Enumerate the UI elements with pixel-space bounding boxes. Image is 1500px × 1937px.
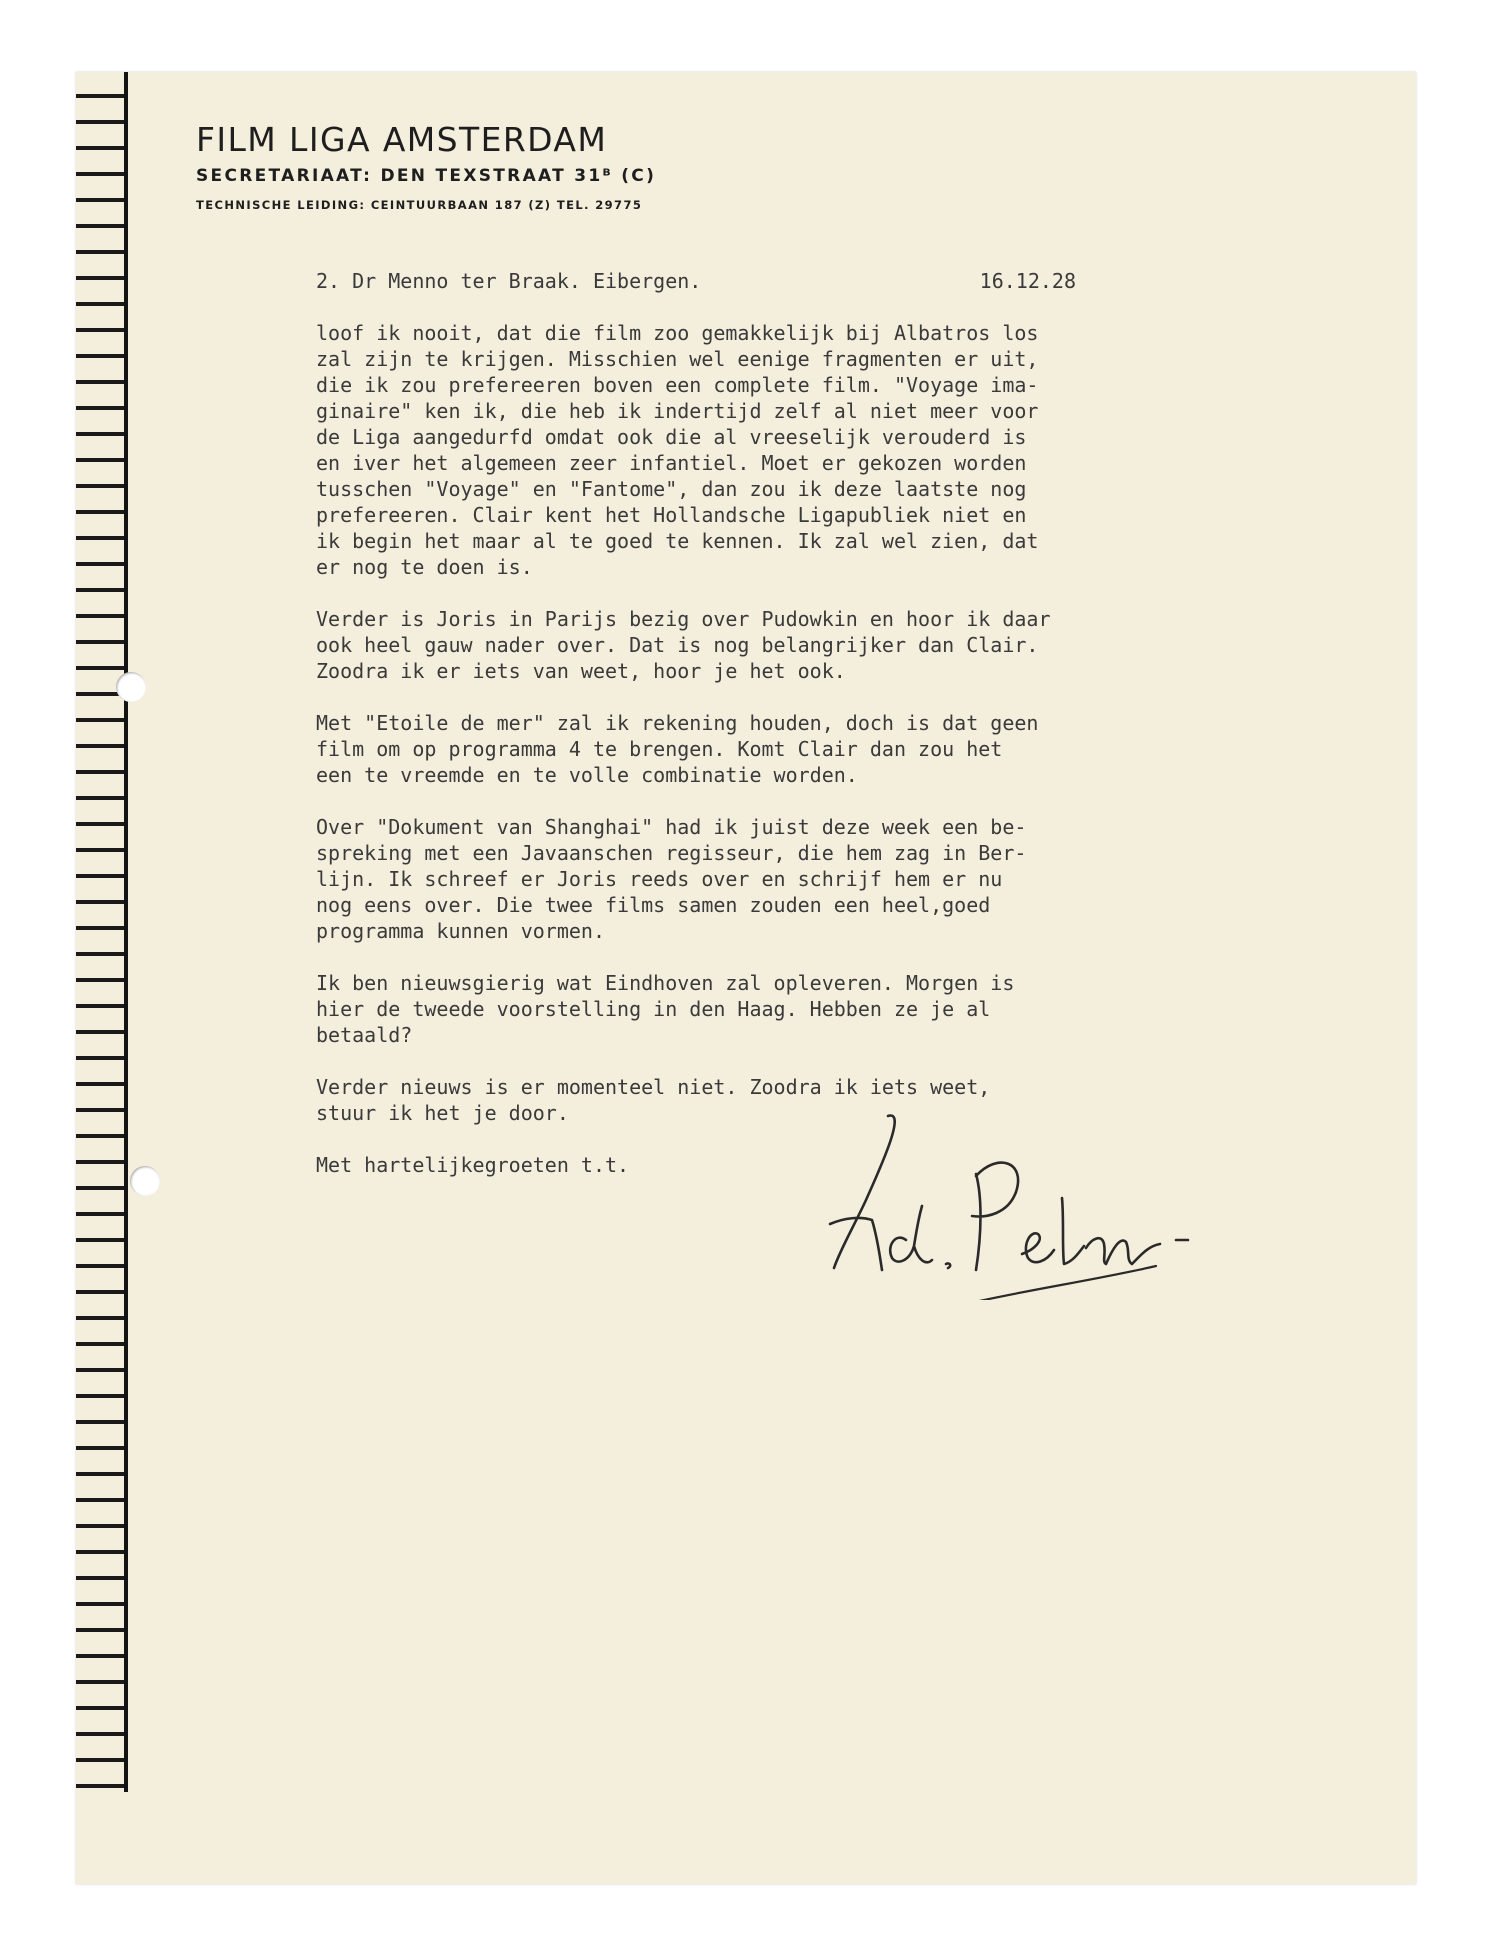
letter-line: die ik zou prefereeren boven een complete film. "Voyage ima- (316, 373, 1039, 397)
secretariat-address: SECRETARIAAT: DEN TEXSTRAAT 31ᴮ (C) (196, 166, 657, 186)
paragraph-gap (316, 788, 1316, 814)
punch-hole (116, 672, 146, 702)
letter-line: Met hartelijkegroeten t.t. (316, 1153, 630, 1177)
letter-line: tusschen "Voyage" en "Fantome", dan zou ik deze laatste nog (316, 477, 1027, 501)
letter-line: Verder is Joris in Parijs bezig over Pudowkin en hoor ik daar (316, 607, 1051, 631)
letter-line: hier de tweede voorstelling in den Haag. Hebben ze je al (316, 997, 991, 1021)
letter-line: Met "Etoile de mer" zal ik rekening houden, doch is dat geen (316, 711, 1039, 735)
letter-line: Verder nieuws is er momenteel niet. Zoodra ik iets weet, (316, 1075, 991, 1099)
letter-header-line (316, 268, 1076, 294)
letter-line: spreking met een Javaanschen regisseur, die hem zag in Ber- (316, 841, 1027, 865)
letter-line: loof ik nooit, dat die film zoo gemakkelijk bij Albatros los (316, 321, 1039, 345)
technical-address: TECHNISCHE LEIDING: CEINTUURBAAN 187 (Z) TEL. 29775 (196, 198, 643, 212)
letterhead-edge-ticks (76, 72, 128, 1792)
letterhead-edge-bar (124, 72, 128, 1792)
letter-line: Zoodra ik er iets van weet, hoor je het ook. (316, 659, 846, 683)
letterhead (196, 120, 656, 212)
letter-body (316, 268, 1316, 1178)
recipient-line: 2. Dr Menno ter Braak. Eibergen. (316, 269, 702, 293)
handwritten-signature (826, 1100, 1216, 1300)
letter-line: programma kunnen vormen. (316, 919, 605, 943)
letter-paragraph (316, 606, 1316, 684)
letter-line: film om op programma 4 te brengen. Komt Clair dan zou het (316, 737, 1003, 761)
letter-paragraphs (316, 320, 1316, 1178)
letter-line: nog eens over. Die twee films samen zouden een heel,goed (316, 893, 991, 917)
letter-line: ginaire" ken ik, die heb ik indertijd zelf al niet meer voor (316, 399, 1039, 423)
letter-line: prefereeren. Clair kent het Hollandsche Ligapubliek niet en (316, 503, 1027, 527)
letter-paragraph (316, 320, 1316, 580)
letter-paragraph (316, 814, 1316, 944)
letter-line: Over "Dokument van Shanghai" had ik juist deze week een be- (316, 815, 1027, 839)
letter-line: stuur ik het je door. (316, 1101, 569, 1125)
letter-line: Ik ben nieuwsgierig wat Eindhoven zal opleveren. Morgen is (316, 971, 1015, 995)
letter-date: 16.12.28 (979, 269, 1076, 293)
letter-line: ik begin het maar al te goed te kennen. Ik zal wel zien, dat (316, 529, 1039, 553)
punch-hole (130, 1166, 160, 1196)
letter-line: en iver het algemeen zeer infantiel. Moet er gekozen worden (316, 451, 1027, 475)
letter-line: lijn. Ik schreef er Joris reeds over en schrijf hem er nu (316, 867, 1003, 891)
letter-line: zal zijn te krijgen. Misschien wel eenige fragmenten er uit, (316, 347, 1039, 371)
paragraph-gap (316, 684, 1316, 710)
paragraph-gap (316, 944, 1316, 970)
letter-line: een te vreemde en te volle combinatie worden. (316, 763, 858, 787)
organization-name: FILM LIGA AMSTERDAM (196, 120, 608, 159)
letter-line: betaald? (316, 1023, 413, 1047)
paragraph-gap (316, 580, 1316, 606)
paragraph-gap (316, 1048, 1316, 1074)
letter-paragraph (316, 710, 1316, 788)
letter-line: de Liga aangedurfd omdat ook die al vreeselijk verouderd is (316, 425, 1027, 449)
letter-line: er nog te doen is. (316, 555, 533, 579)
letter-paragraph (316, 970, 1316, 1048)
letter-line: ook heel gauw nader over. Dat is nog belangrijker dan Clair. (316, 633, 1039, 657)
